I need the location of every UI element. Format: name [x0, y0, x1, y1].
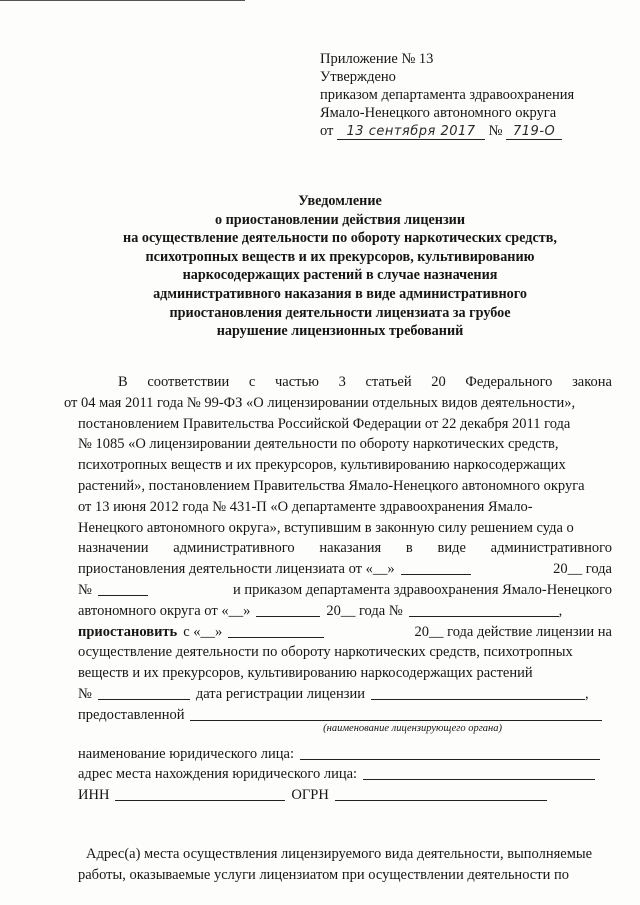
body-text: от 04 мая 2011 года № 99-ФЗ «О лицензировании отдельных видов деятельности», [64, 394, 576, 411]
body-text: растений», постановлением Правительства Ямало-Ненецкого автономного округа [78, 477, 585, 494]
body-text: наименование юридического лица: [78, 745, 294, 762]
body-text: работы, оказываемые услуги лицензиатом при осуществлении деятельности по [78, 866, 569, 883]
blank-date-field [256, 601, 320, 617]
blank-address-field [363, 764, 595, 780]
body-text: дата регистрации лицензии [195, 685, 365, 702]
body-text: ИНН [78, 787, 110, 804]
blank-license-number-field [98, 684, 190, 700]
body-line [78, 785, 612, 806]
order-number-field [506, 124, 562, 140]
title-line: приостановления деятельности лицензиата за грубое [169, 304, 511, 321]
blank-number-field [98, 580, 148, 596]
body-text: 20__ года действие лицензии на [414, 623, 612, 640]
title-line: Уведомление [298, 193, 382, 209]
body-text: от 13 июня 2012 года № 431-П «О департаменте здравоохранения Ямало- [78, 498, 533, 515]
word: статьей [365, 374, 412, 390]
spacer [78, 806, 612, 844]
body-text: № [78, 685, 92, 702]
word: Федерального [465, 374, 553, 390]
body-text: 20__ года № [326, 602, 403, 619]
body-text: постановлением Правительства Российской Федерации от 22 декабря 2011 года [78, 415, 571, 432]
approved-label: Утверждено [320, 69, 396, 85]
body-line [78, 476, 612, 497]
blank-legal-entity-field [300, 744, 600, 760]
word: закона [572, 374, 612, 390]
body-text: приостановления деятельности лицензиата от «__» [78, 561, 395, 578]
body-line [78, 455, 612, 476]
word: административного [173, 540, 295, 557]
body-line [78, 434, 612, 455]
body-text: 20__ года [553, 561, 612, 578]
body-text: с «__» [183, 623, 223, 640]
body-text: ОГРН [291, 787, 329, 804]
blank-licensing-authority-field [190, 705, 602, 721]
body-line [78, 622, 612, 643]
body-text: автономного округа от «__» [78, 602, 251, 619]
word: административного [490, 540, 612, 557]
body-text: предоставленной [78, 706, 185, 723]
appendix-number: Приложение № 13 [320, 51, 434, 67]
word: назначении [78, 540, 149, 557]
body-line [78, 538, 612, 559]
order-date-line [320, 122, 574, 140]
order-number-handwritten: 719-О [513, 124, 556, 139]
blank-date-field [401, 559, 471, 575]
body-text: , [558, 602, 563, 619]
word: с [248, 374, 256, 390]
body-line [86, 844, 612, 865]
body-line [78, 559, 612, 580]
region-line: Ямало-Ненецкого автономного округа [320, 105, 557, 121]
order-line: приказом департамента здравоохранения [320, 87, 575, 103]
number-prefix: № [488, 123, 503, 139]
title-line: на осуществление деятельности по обороту наркотических средств, [123, 230, 557, 247]
body-line [78, 764, 612, 785]
body-line [78, 372, 612, 393]
body-line [78, 663, 612, 684]
body-line [78, 580, 612, 601]
blank-ogrn-field [335, 785, 547, 801]
blank-date-field [228, 622, 324, 638]
date-prefix: от [320, 123, 334, 139]
body-line [64, 393, 612, 414]
document-body [64, 372, 612, 886]
word: В [118, 374, 128, 390]
document-title [60, 192, 620, 341]
body-text: Ненецкого автономного округа», вступившим в законную силу решением суда о [78, 519, 574, 536]
body-line [78, 642, 612, 663]
body-text: веществ и их прекурсоров, культивированию наркосодержащих растений [78, 665, 533, 682]
blank-registration-date-field [371, 684, 585, 700]
order-date-field [337, 124, 485, 140]
body-text: адрес места нахождения юридического лица: [78, 766, 358, 783]
body-line [78, 497, 612, 518]
body-text: , [585, 685, 589, 702]
blank-inn-field [115, 785, 285, 801]
field-caption: (наименование лицензирующего органа) [323, 722, 502, 734]
suspend-keyword: приостановить [78, 623, 178, 640]
word: соответствии [147, 374, 230, 390]
word: виде [437, 540, 466, 557]
spacer [78, 736, 612, 744]
title-line: психотропных веществ и их прекурсоров, культивированию [145, 248, 535, 265]
body-line [78, 518, 612, 539]
body-line [78, 744, 612, 765]
word: частью [274, 374, 319, 390]
body-text: № 1085 «О лицензировании деятельности по обороту наркотических средств, [78, 436, 559, 453]
body-text: Адрес(а) места осуществления лицензируемого вида деятельности, выполняемые [86, 845, 593, 862]
approval-block [320, 50, 574, 140]
body-text: осуществление деятельности по обороту наркотических средств, психотропных [78, 644, 573, 661]
title-line: о приостановлении действия лицензии [214, 211, 466, 228]
blank-order-number-field [409, 601, 559, 617]
body-line [78, 865, 612, 886]
body-text: психотропных веществ и их прекурсоров, культивированию наркосодержащих [78, 457, 566, 474]
word: 20 [431, 374, 446, 390]
title-line: административного наказания в виде административного [153, 285, 527, 302]
body-line [78, 414, 612, 435]
word: в [405, 540, 413, 557]
word: 3 [338, 374, 346, 390]
order-date-handwritten: 13 сентября 2017 [346, 124, 476, 139]
body-line [78, 601, 612, 622]
body-text: № [78, 581, 92, 598]
title-line: наркосодержащих растений в случае назначения [182, 267, 498, 284]
title-line: нарушение лицензионных требований [216, 323, 464, 340]
word: наказания [319, 540, 382, 557]
body-line [78, 684, 612, 705]
body-text: и приказом департамента здравоохранения Ямало-Ненецкого [232, 581, 612, 598]
scan-edge-line [0, 0, 245, 1]
